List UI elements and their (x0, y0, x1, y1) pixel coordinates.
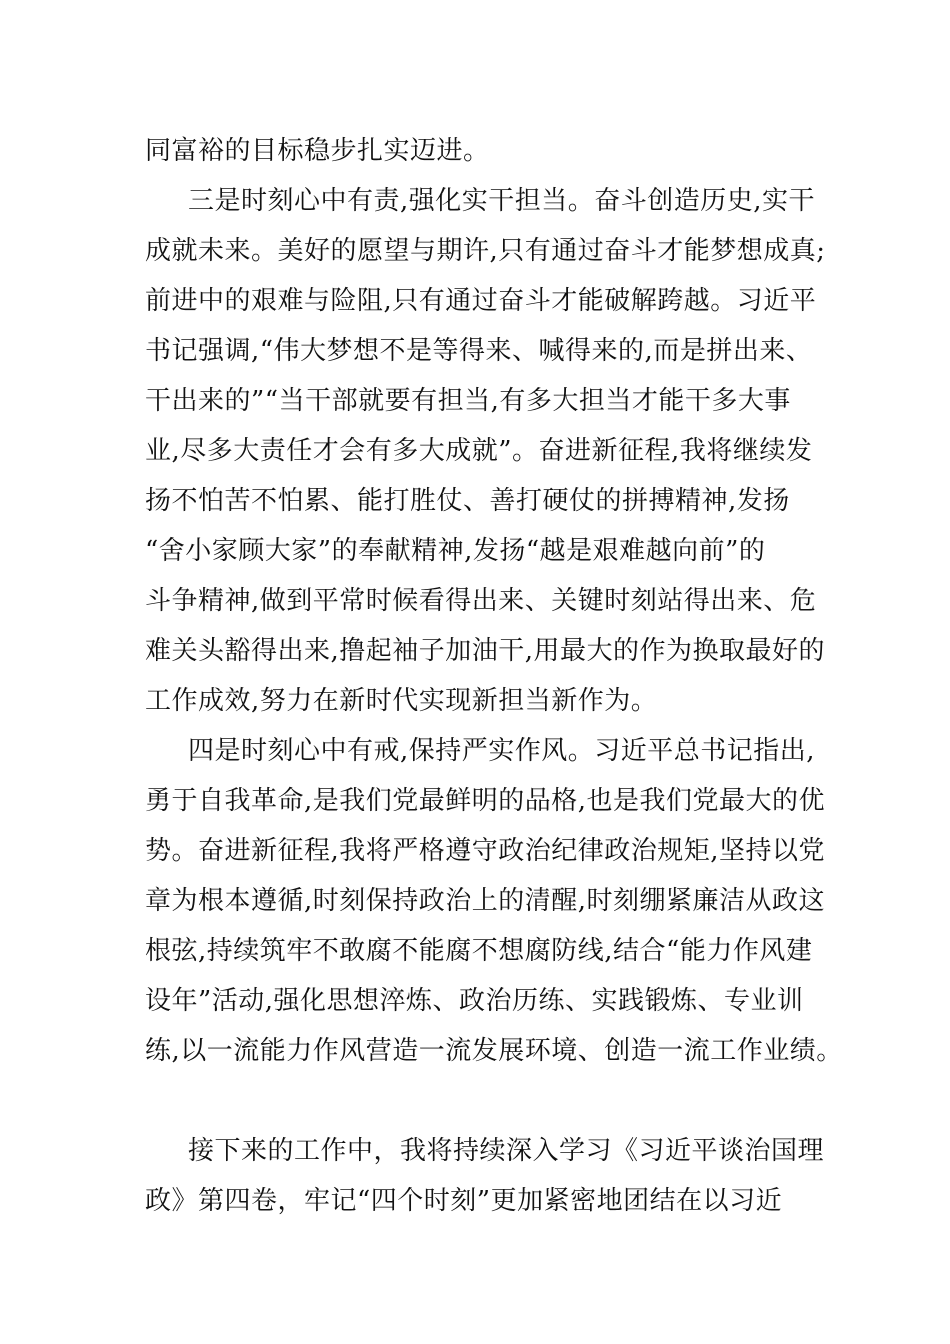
text-line-5: 书记强调,“伟大梦想不是等得来、喊得来的,而是拼出来、 (145, 336, 813, 366)
text-line-4: 前进中的艰难与险阻,只有通过奋斗才能破解跨越。习近平 (145, 286, 817, 316)
text-line-20: 接下来的工作中，我将持续深入学习《习近平谈治国理 (188, 1136, 825, 1166)
text-line-12: 工作成效,努力在新时代实现新担当新作为。 (145, 686, 658, 716)
text-line-7: 业,尽多大责任才会有多大成就”。奋进新征程,我将继续发 (145, 436, 813, 466)
text-line-15: 势。奋进新征程,我将严格遵守政治纪律政治规矩,坚持以党 (145, 836, 826, 866)
text-line-9: “舍小家顾大家”的奉献精神,发扬“越是艰难越向前”的 (145, 536, 766, 566)
text-line-18: 设年”活动,强化思想淬炼、政治历练、实践锻炼、专业训 (145, 986, 804, 1016)
text-line-6: 干出来的”“当干部就要有担当,有多大担当才能干多大事 (145, 386, 791, 416)
text-line-16: 章为根本遵循,时刻保持政治上的清醒,时刻绷紧廉洁从政这 (145, 886, 826, 916)
text-line-1: 同富裕的目标稳步扎实迈进。 (145, 136, 490, 166)
text-line-11: 难关头豁得出来,撸起袖子加油干,用最大的作为换取最好的 (145, 636, 826, 666)
text-line-8: 扬不怕苦不怕累、能打胜仗、善打硬仗的拼搏精神,发扬 (145, 486, 790, 516)
text-line-2: 三是时刻心中有责,强化实干担当。奋斗创造历史,实干 (188, 186, 816, 216)
text-line-10: 斗争精神,做到平常时候看得出来、关键时刻站得出来、危 (145, 586, 817, 616)
text-line-3: 成就未来。美好的愿望与期许,只有通过奋斗才能梦想成真; (145, 236, 826, 266)
text-line-19: 练,以一流能力作风营造一流发展环境、创造一流工作业绩。 (145, 1036, 843, 1066)
text-line-13: 四是时刻心中有戒,保持严实作风。习近平总书记指出, (188, 736, 816, 766)
text-line-14: 勇于自我革命,是我们党最鲜明的品格,也是我们党最大的优 (145, 786, 826, 816)
text-line-17: 根弦,持续筑牢不敢腐不能腐不想腐防线,结合“能力作风建 (145, 936, 813, 966)
text-line-21: 政》第四卷，牢记“四个时刻”更加紧密地团结在以习近 (145, 1186, 783, 1216)
